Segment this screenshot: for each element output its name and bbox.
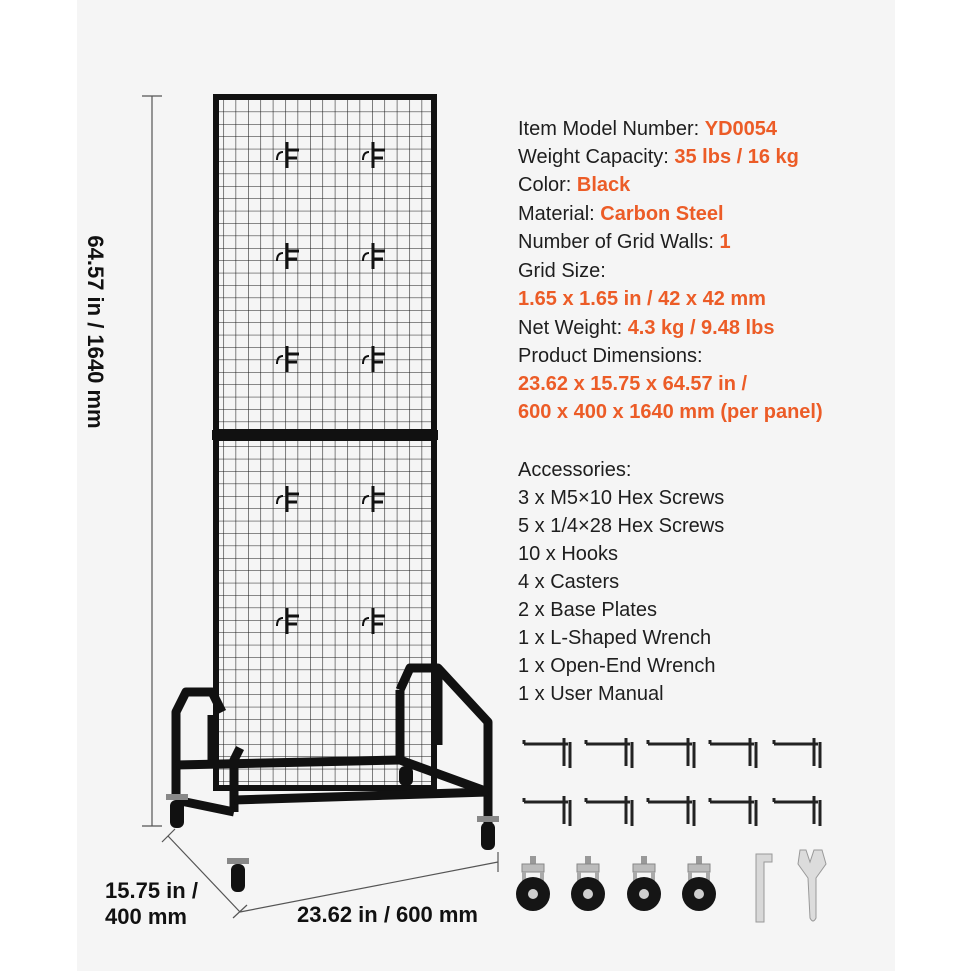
- spec-material-label: Material:: [518, 203, 601, 225]
- spec-weight-value: 4.3 kg / 9.48 lbs: [627, 317, 775, 339]
- spec-weight: [518, 314, 774, 342]
- spec-walls-label: Number of Grid Walls:: [518, 231, 720, 253]
- spec-capacity-label: Weight Capacity:: [518, 146, 675, 168]
- spec-model: [518, 115, 777, 143]
- spec-color: [518, 171, 630, 199]
- accessory-item: 1 x Open-End Wrench: [518, 655, 716, 677]
- depth-dimension-line1: 15.75 in /: [105, 878, 198, 903]
- height-dimension-line: [142, 96, 162, 826]
- spec-grid-label: Grid Size:: [518, 260, 606, 282]
- accessory-item: 3 x M5×10 Hex Screws: [518, 487, 725, 509]
- accessory-hooks: [524, 738, 820, 826]
- accessory-item: 4 x Casters: [518, 571, 620, 593]
- upper-grid-panel: [216, 97, 434, 432]
- width-dimension-label: 23.62 in / 600 mm: [297, 902, 478, 927]
- accessory-item: 5 x 1/4×28 Hex Screws: [518, 515, 725, 537]
- accessory-item: 2 x Base Plates: [518, 599, 657, 621]
- spec-dims-value-2: 600 x 400 x 1640 mm (per panel): [518, 401, 823, 423]
- open-end-wrench-icon: [798, 850, 826, 921]
- spec-material: [518, 200, 724, 228]
- l-shaped-wrench-icon: [756, 854, 772, 922]
- spec-walls: [518, 228, 731, 256]
- spec-capacity: [518, 143, 799, 171]
- spec-capacity-value: 35 lbs / 16 kg: [674, 146, 799, 168]
- spec-walls-value: 1: [719, 231, 731, 253]
- spec-material-value: Carbon Steel: [600, 203, 724, 225]
- spec-dims-label: Product Dimensions:: [518, 345, 703, 367]
- accessory-casters: [516, 856, 716, 911]
- spec-model-label: Item Model Number:: [518, 118, 705, 140]
- spec-model-value: YD0054: [704, 118, 778, 140]
- height-dimension-label: 64.57 in / 1640 mm: [83, 235, 108, 429]
- spec-color-value: Black: [576, 174, 631, 196]
- accessory-item: 10 x Hooks: [518, 543, 619, 565]
- spec-dims-value-1: 23.62 x 15.75 x 64.57 in /: [518, 373, 748, 395]
- accessory-item: 1 x L-Shaped Wrench: [518, 627, 712, 649]
- accessory-item: 1 x User Manual: [518, 683, 664, 705]
- spec-weight-label: Net Weight:: [518, 317, 628, 339]
- spec-color-label: Color:: [518, 174, 577, 196]
- accessories-heading: Accessories:: [518, 459, 632, 481]
- spec-grid-value: 1.65 x 1.65 in / 42 x 42 mm: [518, 288, 766, 310]
- depth-dimension-line2: 400 mm: [105, 904, 187, 929]
